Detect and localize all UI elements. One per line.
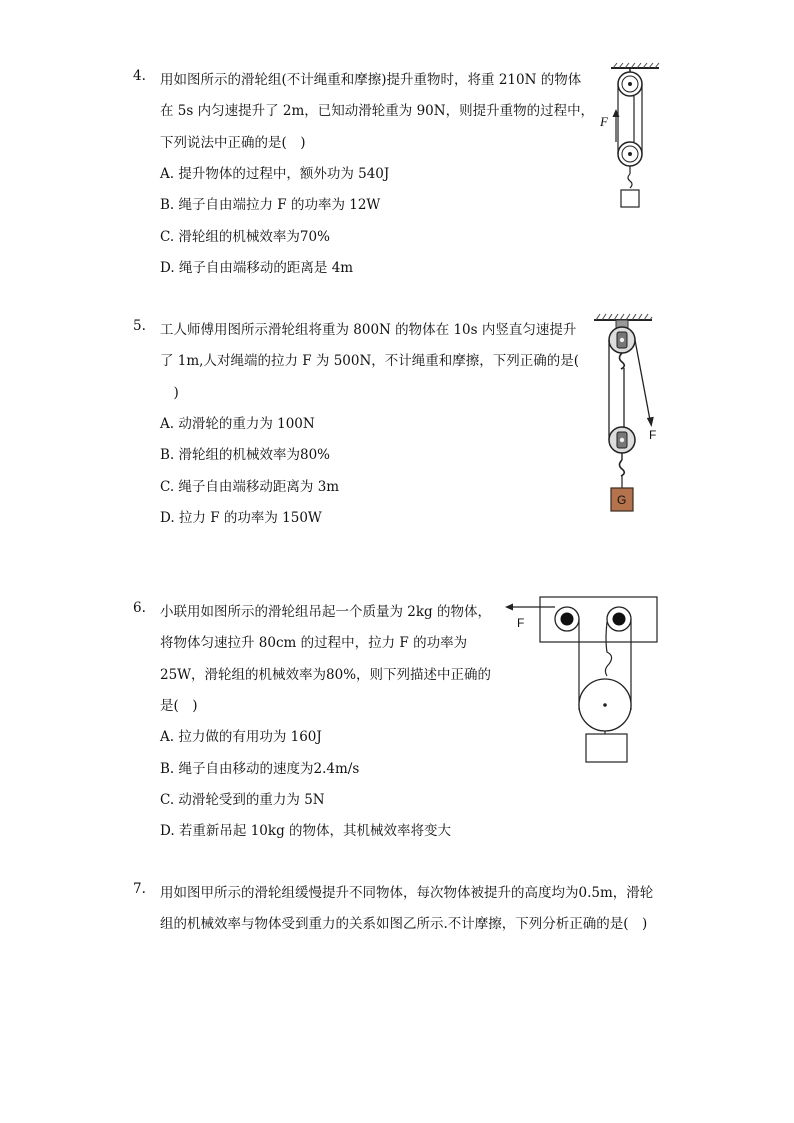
option-b: B. 绳子自由端拉力 F 的功率为 12W	[160, 197, 381, 213]
option-d: D. 绳子自由端移动的距离是 4m	[160, 260, 354, 276]
question-number: 6.	[133, 600, 146, 616]
question-text-line: 小联用如图所示的滑轮组吊起一个质量为 2kg 的物体，	[160, 604, 491, 620]
question-text-line: 用如图所示的滑轮组(不计绳重和摩擦)提升重物时，将重 210N 的物体	[160, 72, 582, 88]
question-text-line: 将物体匀速拉升 80cm 的过程中，拉力 F 的功率为	[160, 635, 468, 651]
movable-pulley-icon	[579, 679, 631, 734]
ceiling-icon	[594, 314, 652, 320]
weight-label: G	[617, 493, 627, 507]
option-c: C. 动滑轮受到的重力为 5N	[160, 792, 325, 808]
fixed-pulley-icon	[609, 320, 635, 369]
weight-block	[586, 734, 627, 762]
question-text-line: 下列说法中正确的是( )	[160, 135, 306, 151]
force-arrow-icon	[647, 417, 654, 427]
question-text-line: 是( )	[160, 698, 198, 714]
weight-block	[621, 190, 639, 207]
question-text-line: 工人师傅用图所示滑轮组将重为 800N 的物体在 10s 内竖直匀速提升	[160, 322, 577, 338]
option-a: A. 提升物体的过程中，额外功为 540J	[160, 166, 390, 182]
movable-pulley-icon	[609, 427, 635, 488]
option-c: C. 绳子自由端移动距离为 3m	[160, 479, 340, 495]
pulley-figure-4	[595, 62, 670, 212]
question-text-line: 组的机械效率与物体受到重力的关系如图乙所示.不计摩擦，下列分析正确的是( )	[160, 916, 648, 932]
option-b: B. 滑轮组的机械效率为80%	[160, 447, 331, 463]
question-text-line: 用如图甲所示的滑轮组缓慢提升不同物体，每次物体被提升的高度均为0.5m，滑轮	[160, 885, 654, 901]
option-d: D. 若重新吊起 10kg 的物体，其机械效率将变大	[160, 823, 452, 839]
option-a: A. 拉力做的有用功为 160J	[160, 729, 322, 745]
pulley-figure-6	[500, 592, 665, 767]
question-text-line: 25W，滑轮组的机械效率为80%，则下列描述中正确的	[160, 667, 492, 683]
force-arrow-icon	[505, 604, 513, 611]
force-label: F	[600, 114, 608, 129]
pulley-figure-5	[588, 310, 668, 515]
option-c: C. 滑轮组的机械效率为70%	[160, 229, 330, 245]
ceiling-icon	[611, 63, 659, 68]
force-label: F	[517, 616, 525, 630]
option-a: A. 动滑轮的重力为 100N	[160, 416, 315, 432]
question-number: 5.	[133, 318, 146, 334]
question-number: 7.	[133, 881, 146, 897]
movable-pulley-icon	[618, 142, 642, 188]
rope-icon	[609, 340, 650, 440]
option-d: D. 拉力 F 的功率为 150W	[160, 510, 322, 526]
question-number: 4.	[133, 68, 146, 84]
option-b: B. 绳子自由移动的速度为2.4m/s	[160, 761, 360, 777]
question-text-line: 在 5s 内匀速提升了 2m，已知动滑轮重为 90N，则提升重物的过程中，	[160, 103, 595, 119]
fixed-pulley-icon	[618, 68, 642, 96]
force-label: F	[649, 428, 657, 442]
question-text-line: )	[160, 385, 179, 401]
question-text-line: 了 1m,人对绳端的拉力 F 为 500N，不计绳重和摩擦，下列正确的是(	[160, 353, 580, 369]
